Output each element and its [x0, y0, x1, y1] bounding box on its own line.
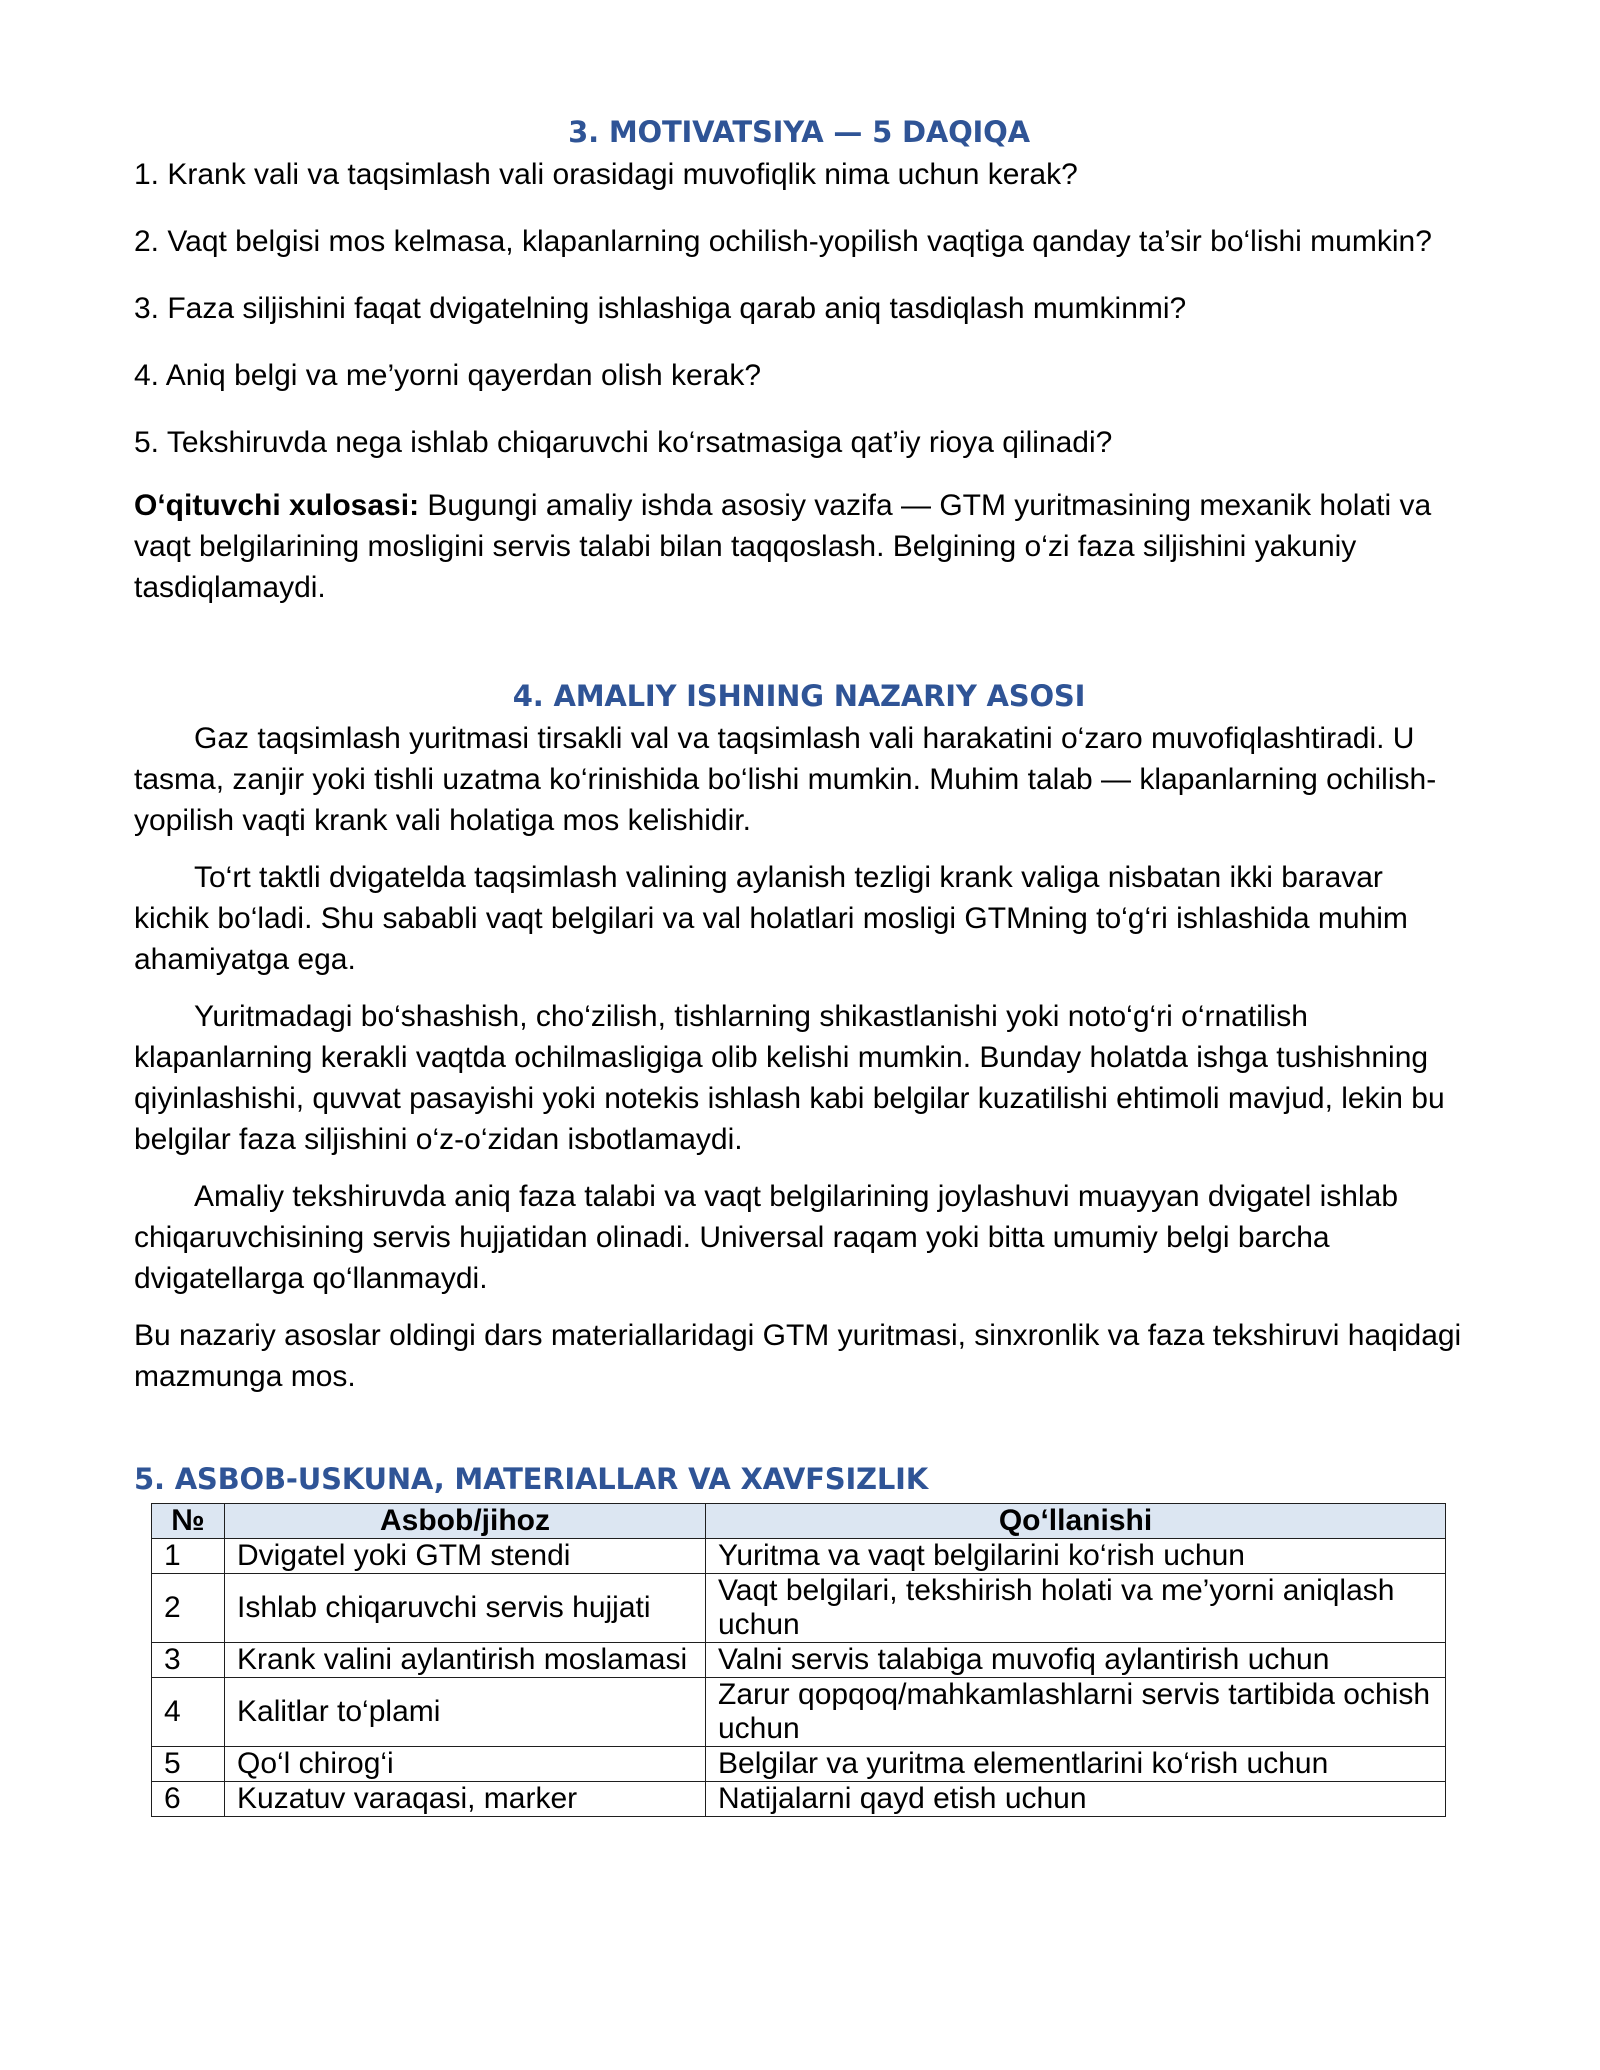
row-tool: Qo‘l chirog‘i	[225, 1747, 706, 1782]
question-1: 1. Krank vali va taqsimlash vali orasidagi muvofiqlik nima uchun kerak?	[134, 158, 1078, 191]
teacher-conclusion-label: O‘qituvchi xulosasi:	[134, 489, 420, 522]
document-page	[134, 112, 1464, 1817]
row-tool: Krank valini aylantirish moslamasi	[225, 1643, 706, 1678]
row-usage: Natijalarni qayd etish uchun	[706, 1782, 1446, 1817]
row-number: 2	[152, 1574, 225, 1643]
row-tool: Kalitlar to‘plami	[225, 1678, 706, 1747]
theory-paragraph-1: Gaz taqsimlash yuritmasi tirsakli val va taqsimlash vali harakatini o‘zaro muvofiqlashtiradi. U tasma, zanjir yoki tishli uzatma ko‘rinishida bo‘lishi mumkin. Muhim talab — klapanlarning ochilish-yopilish vaqti krank vali holatiga mos kelishidir.	[134, 722, 1437, 837]
row-tool: Ishlab chiqaruvchi servis hujjati	[225, 1574, 706, 1643]
row-usage: Yuritma va vaqt belgilarini ko‘rish uchun	[706, 1539, 1446, 1574]
question-3: 3. Faza siljishini faqat dvigatelning ishlashiga qarab aniq tasdiqlash mumkinmi?	[134, 292, 1187, 325]
row-usage: Vaqt belgilari, tekshirish holati va me’yorni aniqlash uchun	[706, 1574, 1446, 1643]
teacher-conclusion-text: Bugungi amaliy ishda asosiy vazifa — GTM yuritmasining mexanik holati va vaqt belgilarining mosligini servis talabi bilan taqqoslash. Belgining o‘zi faza siljishini yakuniy tasdiqlamaydi.	[134, 489, 1432, 604]
header-usage: Qo‘llanishi	[706, 1504, 1446, 1539]
row-usage: Zarur qopqoq/mahkamlashlarni servis tartibida ochish uchun	[706, 1678, 1446, 1747]
row-number: 4	[152, 1678, 225, 1747]
row-number: 3	[152, 1643, 225, 1678]
table-row	[152, 1643, 1446, 1678]
table-row	[152, 1574, 1446, 1643]
table-header-row	[152, 1504, 1446, 1539]
theory-paragraph-4: Amaliy tekshiruvda aniq faza talabi va vaqt belgilarining joylashuvi muayyan dvigatel ishlab chiqaruvchisining servis hujjatidan olinadi. Universal raqam yoki bitta umumiy belgi barcha dvigatellarga qo‘llanmaydi.	[134, 1180, 1398, 1295]
header-tool: Asbob/jihoz	[225, 1504, 706, 1539]
table-row	[152, 1782, 1446, 1817]
question-2: 2. Vaqt belgisi mos kelmasa, klapanlarning ochilish-yopilish vaqtiga qanday ta’sir bo‘lishi mumkin?	[134, 225, 1432, 258]
table-row	[152, 1678, 1446, 1747]
row-number: 1	[152, 1539, 225, 1574]
teacher-conclusion	[134, 485, 1464, 608]
equipment-table	[151, 1503, 1446, 1817]
row-usage: Belgilar va yuritma elementlarini ko‘rish uchun	[706, 1747, 1446, 1782]
section-5-heading: 5. ASBOB-USKUNA, MATERIALLAR VA XAVFSIZLIK	[134, 1462, 929, 1496]
row-tool: Kuzatuv varaqasi, marker	[225, 1782, 706, 1817]
row-usage: Valni servis talabiga muvofiq aylantirish uchun	[706, 1643, 1446, 1678]
row-tool: Dvigatel yoki GTM stendi	[225, 1539, 706, 1574]
section-3-heading: 3. MOTIVATSIYA — 5 DAQIQA	[568, 115, 1030, 149]
table-row	[152, 1539, 1446, 1574]
theory-closing: Bu nazariy asoslar oldingi dars materiallaridagi GTM yuritmasi, sinxronlik va faza tekshiruvi haqidagi mazmunga mos.	[134, 1319, 1462, 1393]
theory-paragraph-3: Yuritmadagi bo‘shashish, cho‘zilish, tishlarning shikastlanishi yoki noto‘g‘ri o‘rnatilish klapanlarning kerakli vaqtda ochilmasligiga olib kelishi mumkin. Bunday holatda ishga tushishning qiyinlashishi, quvvat pasayishi yoki notekis ishlash kabi belgilar kuzatilishi ehtimoli mavjud, lekin bu belgilar faza siljishini o‘z-o‘zidan isbotlamaydi.	[134, 1000, 1445, 1156]
row-number: 6	[152, 1782, 225, 1817]
header-number: №	[152, 1504, 225, 1539]
theory-paragraph-2: To‘rt taktli dvigatelda taqsimlash valining aylanish tezligi krank valiga nisbatan ikki baravar kichik bo‘ladi. Shu sababli vaqt belgilari va val holatlari mosligi GTMning to‘g‘ri ishlashida muhim ahamiyatga ega.	[134, 861, 1408, 976]
row-number: 5	[152, 1747, 225, 1782]
question-5: 5. Tekshiruvda nega ishlab chiqaruvchi ko‘rsatmasiga qat’iy rioya qilinadi?	[134, 426, 1113, 459]
table-row	[152, 1747, 1446, 1782]
question-4: 4. Aniq belgi va me’yorni qayerdan olish kerak?	[134, 359, 762, 392]
section-4-heading: 4. AMALIY ISHNING NAZARIY ASOSI	[512, 679, 1086, 713]
